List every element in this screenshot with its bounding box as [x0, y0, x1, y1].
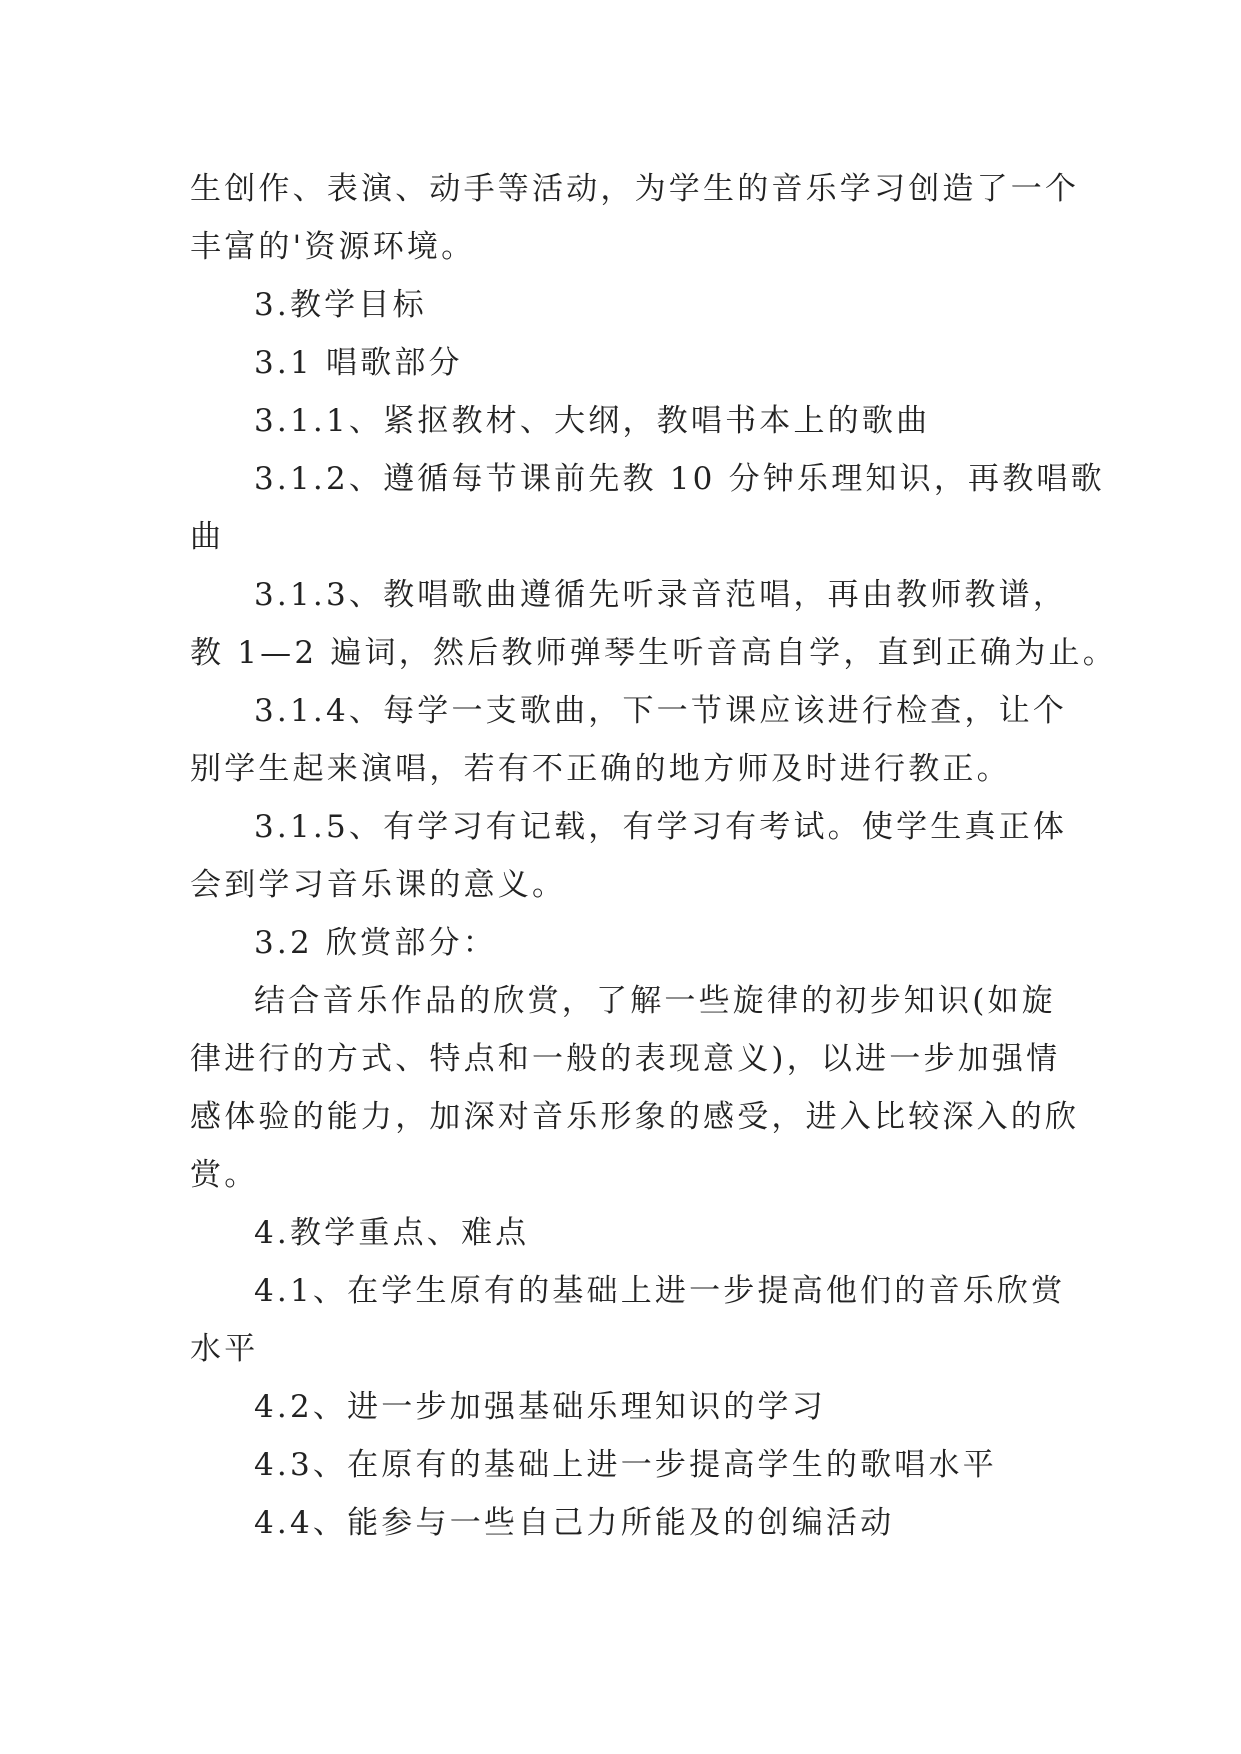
text-line: 丰富的'资源环境。: [190, 229, 476, 265]
text-line: 3.1.3、教唱歌曲遵循先听录音范唱，再由教师教谱，: [254, 577, 1068, 613]
text-line: 会到学习音乐课的意义。: [190, 867, 567, 903]
text-line: 4.2、进一步加强基础乐理知识的学习: [254, 1389, 826, 1425]
text-line: 别学生起来演唱，若有不正确的地方师及时进行教正。: [190, 751, 1011, 787]
text-line: 4.4、能参与一些自己力所能及的创编活动: [254, 1505, 895, 1541]
document-body: [190, 160, 1117, 1552]
text-line: 3.1.4、每学一支歌曲，下一节课应该进行检查，让个: [254, 693, 1068, 729]
text-line: 4.3、在原有的基础上进一步提高学生的歌唱水平: [254, 1447, 997, 1483]
section-heading: 3.教学目标: [254, 287, 427, 323]
text-line: 4.1、在学生原有的基础上进一步提高他们的音乐欣赏: [254, 1273, 1066, 1309]
text-line: 3.1.2、遵循每节课前先教 10 分钟乐理知识，再教唱歌: [254, 461, 1105, 497]
text-line: 3.1.1、紧抠教材、大纲，教唱书本上的歌曲: [254, 403, 931, 439]
text-line: 感体验的能力，加深对音乐形象的感受，进入比较深入的欣: [190, 1099, 1080, 1135]
text-line: 生创作、表演、动手等活动，为学生的音乐学习创造了一个: [190, 171, 1080, 207]
text-line: 3.1.5、有学习有记载，有学习有考试。使学生真正体: [254, 809, 1068, 845]
text-line: 结合音乐作品的欣赏，了解一些旋律的初步知识(如旋: [254, 983, 1056, 1019]
subsection-heading: 3.2 欣赏部分：: [254, 925, 497, 961]
subsection-heading: 3.1 唱歌部分: [254, 345, 463, 381]
text-line: 曲: [190, 519, 225, 555]
section-heading: 4.教学重点、难点: [254, 1215, 530, 1251]
text-line: 水平: [190, 1331, 259, 1367]
text-line: 赏。: [190, 1157, 259, 1193]
text-line: 教 1—2 遍词，然后教师弹琴生听音高自学，直到正确为止。: [190, 635, 1117, 671]
text-line: 律进行的方式、特点和一般的表现意义)，以进一步加强情: [190, 1041, 1061, 1077]
